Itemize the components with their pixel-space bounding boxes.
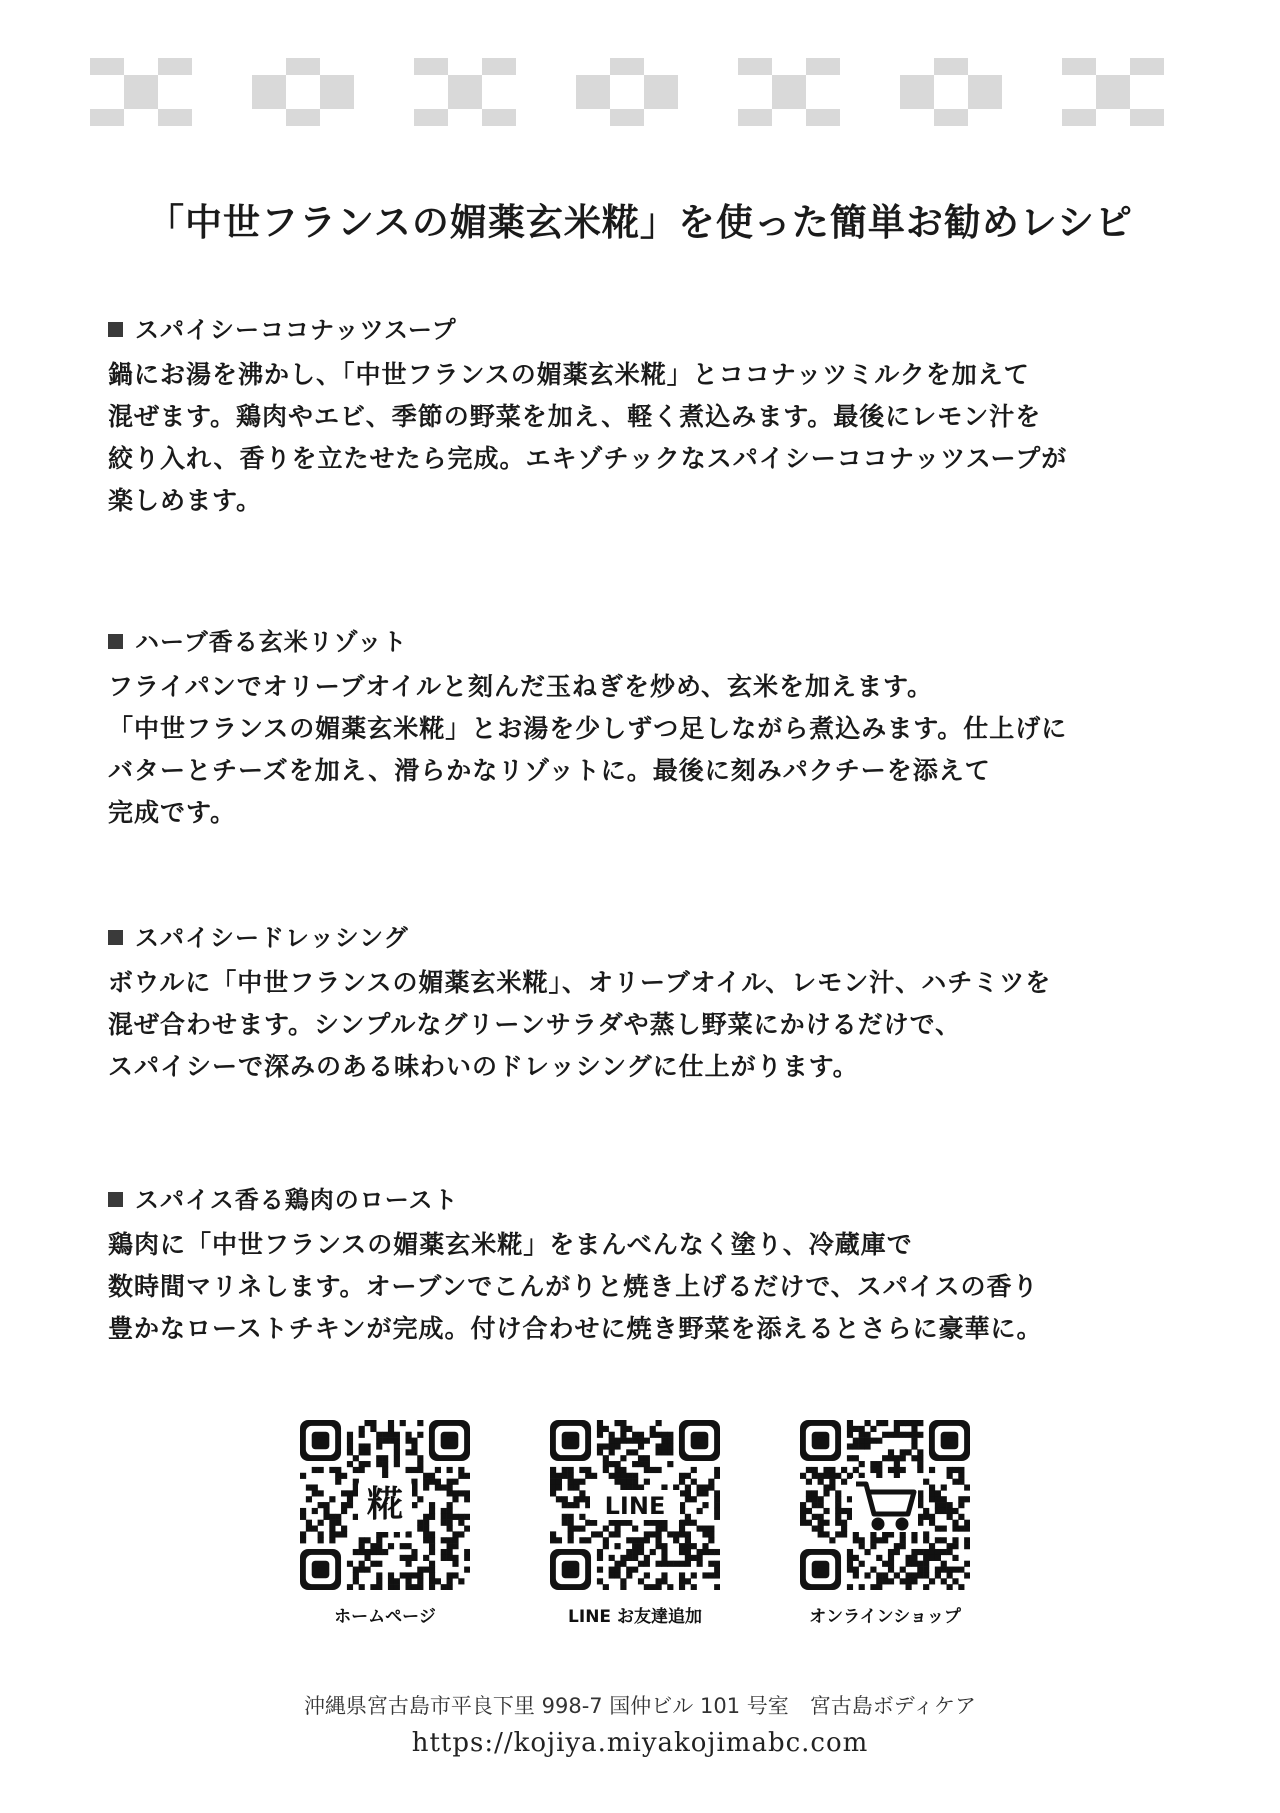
recipe-section [108, 310, 1188, 522]
page-title: 「中世フランスの媚薬玄米糀」を使った簡単お勧めレシピ [147, 200, 1133, 244]
recipe-heading [108, 622, 1188, 662]
qr-line-icon[interactable] [550, 1420, 720, 1590]
qr-caption: オンラインショップ [809, 1607, 961, 1627]
recipe-heading-text: スパイス香る鶏肉のロースト [135, 1185, 459, 1214]
square-bullet-icon [108, 1192, 123, 1207]
recipe-heading-text: スパイシードレッシング [135, 923, 409, 952]
recipe-heading-text: スパイシーココナッツスープ [135, 315, 457, 344]
square-bullet-icon [108, 930, 123, 945]
decorative-pattern-banner [90, 58, 1190, 126]
footer-address: 沖縄県宮古島市平良下里 998-7 国仲ビル 101 号室 宮古島ボディケア [303, 1694, 977, 1718]
qr-caption: ホームページ [334, 1607, 436, 1627]
recipe-heading [108, 918, 1188, 958]
recipe-section [108, 1180, 1188, 1350]
recipe-heading [108, 1180, 1188, 1220]
qr-center-label: 糀 [366, 1483, 404, 1525]
recipe-heading [108, 310, 1188, 350]
recipe-body: 鶏肉に「中世フランスの媚薬玄米糀」をまんべんなく塗り、冷蔵庫で 数時間マリネします。オーブンでこんがりと焼き上げるだけで、スパイスの香り 豊かなローストチキンが完成。付け合わせに焼き野菜を添えるとさらに豪華に。 [108, 1230, 1043, 1343]
square-bullet-icon [108, 322, 123, 337]
recipe-body: ボウルに「中世フランスの媚薬玄米糀」、オリーブオイル、レモン汁、ハチミツを 混ぜ合わせます。シンプルなグリーンサラダや蒸し野菜にかけるだけで、 スパイシーで深みのある味わいのドレッシングに仕上がります。 [108, 968, 1052, 1081]
qr-code-row [0, 1420, 1280, 1640]
qr-shop-cart-icon[interactable] [800, 1420, 970, 1590]
recipe-body: 鍋にお湯を沸かし、「中世フランスの媚薬玄米糀」とココナッツミルクを加えて 混ぜます。鶏肉やエビ、季節の野菜を加え、軽く煮込みます。最後にレモン汁を 絞り入れ、香りを立たせたら完成。エキゾチックなスパイシーココナッツスープが 楽しめます。 [108, 360, 1068, 515]
qr-homepage-icon[interactable] [300, 1420, 470, 1590]
recipe-section [108, 622, 1188, 834]
qr-caption: LINE お友達追加 [568, 1607, 702, 1627]
qr-line[interactable] [545, 1420, 725, 1627]
footer-url[interactable]: https://kojiya.miyakojimabc.com [411, 1728, 869, 1758]
recipe-body: フライパンでオリーブオイルと刻んだ玉ねぎを炒め、玄米を加えます。 「中世フランスの媚薬玄米糀」とお湯を少しずつ足しながら煮込みます。仕上げに バターとチーズを加え、滑らかなリゾットに。最後に刻みパクチーを添えて 完成です。 [108, 672, 1068, 827]
qr-homepage[interactable] [295, 1420, 475, 1627]
recipe-section [108, 918, 1188, 1088]
qr-online-shop[interactable] [795, 1420, 975, 1627]
qr-center-label: LINE [604, 1492, 666, 1520]
recipe-heading-text: ハーブ香る玄米リゾット [135, 627, 408, 656]
square-bullet-icon [108, 634, 123, 649]
